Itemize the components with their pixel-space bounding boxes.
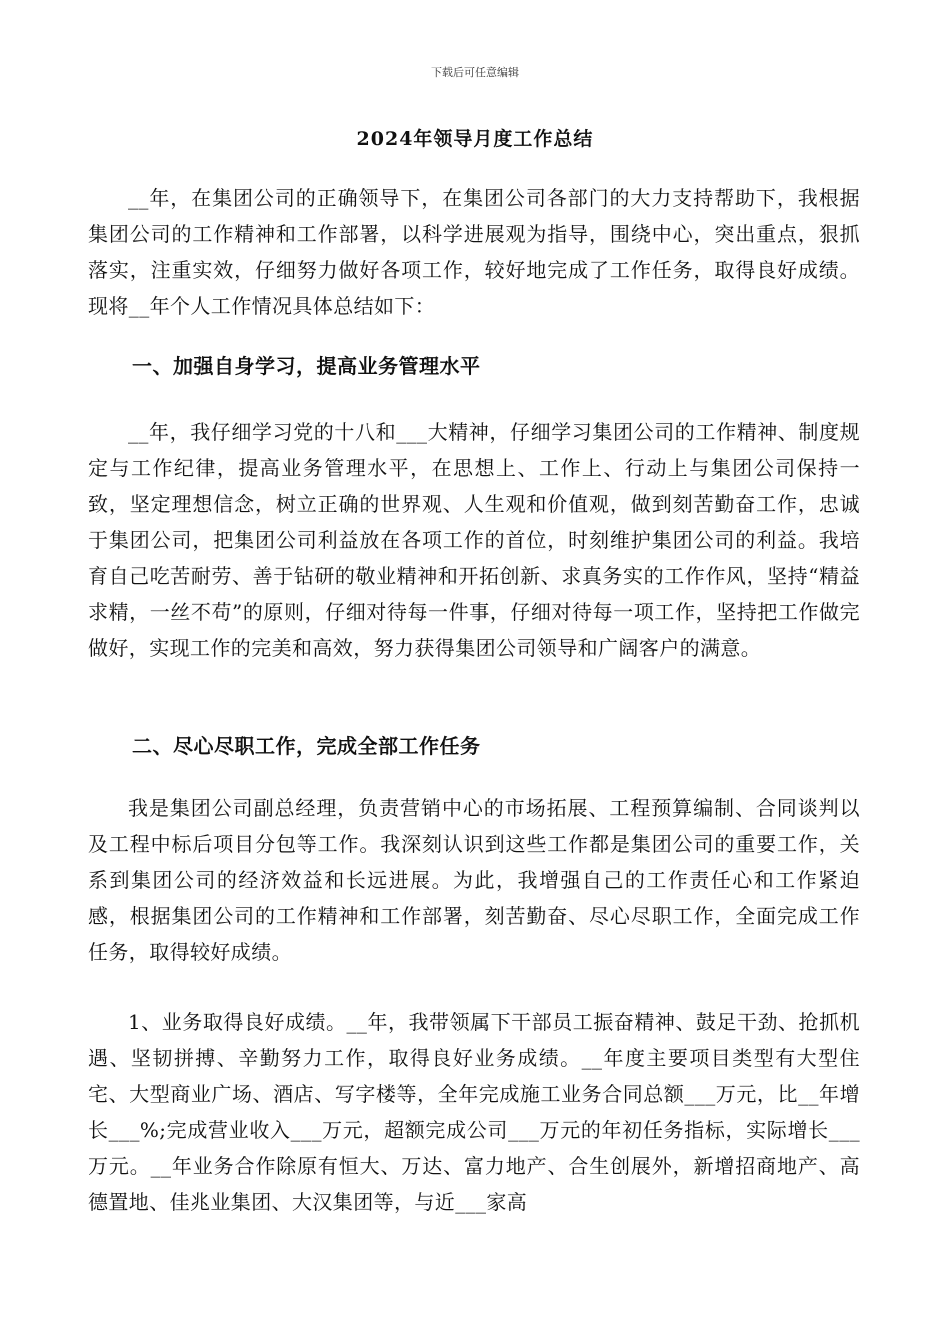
header-note: 下载后可任意编辑 bbox=[431, 66, 519, 79]
section2-paragraph: 我是集团公司副总经理，负责营销中心的市场拓展、工程预算编制、合同谈判以及工程中标后项目分包等工作。我深刻认识到这些工作都是集团公司的重要工作，关系到集团公司的经济效益和长远进展。为此，我增强自己的工作责任心和工作紧迫感，根据集团公司的工作精神和工作部署，刻苦勤奋、尽心尽职工作，全面完成工作任务，取得较好成绩。 bbox=[88, 796, 860, 964]
section1-paragraph: __年，我仔细学习党的十八和___大精神，仔细学习集团公司的工作精神、制度规定与工作纪律，提高业务管理水平，在思想上、工作上、行动上与集团公司保持一致，坚定理想信念，树立正确的世界观、人生观和价值观，做到刻苦勤奋工作，忠诚于集团公司，把集团公司利益放在各项工作的首位，时刻维护集团公司的利益。我培育自己吃苦耐劳、善于钻研的敬业精神和开拓创新、求真务实的工作作风，坚持“精益求精，一丝不苟”的原则，仔细对待每一件事，仔细对待每一项工作，坚持把工作做完做好，实现工作的完美和高效，努力获得集团公司领导和广阔客户的满意。 bbox=[88, 420, 860, 660]
section2-item1: 1、业务取得良好成绩。__年，我带领属下干部员工振奋精神、鼓足干劲、抢抓机遇、坚韧拼搏、辛勤努力工作，取得良好业务成绩。__年度主要项目类型有大型住宅、大型商业广场、酒店、写字楼等，全年完成施工业务合同总额___万元，比__年增长___%;完成营业收入___万元，超额完成公司___万元的年初任务指标，实际增长___万元。__年业务合作除原有恒大、万达、富力地产、合生创展外，新增招商地产、高德置地、佳兆业集团、大汉集团等，与近___家高 bbox=[88, 1010, 860, 1214]
intro-paragraph: __年，在集团公司的正确领导下，在集团公司各部门的大力支持帮助下，我根据集团公司的工作精神和工作部署，以科学进展观为指导，围绕中心，突出重点，狠抓落实，注重实效，仔细努力做好各项工作，较好地完成了工作任务，取得良好成绩。现将__年个人工作情况具体总结如下： bbox=[88, 186, 860, 318]
section1-heading: 一、加强自身学习，提高业务管理水平 bbox=[132, 354, 481, 378]
document-title: 2024年领导月度工作总结 bbox=[356, 128, 594, 150]
section2-heading: 二、尽心尽职工作，完成全部工作任务 bbox=[132, 734, 481, 758]
